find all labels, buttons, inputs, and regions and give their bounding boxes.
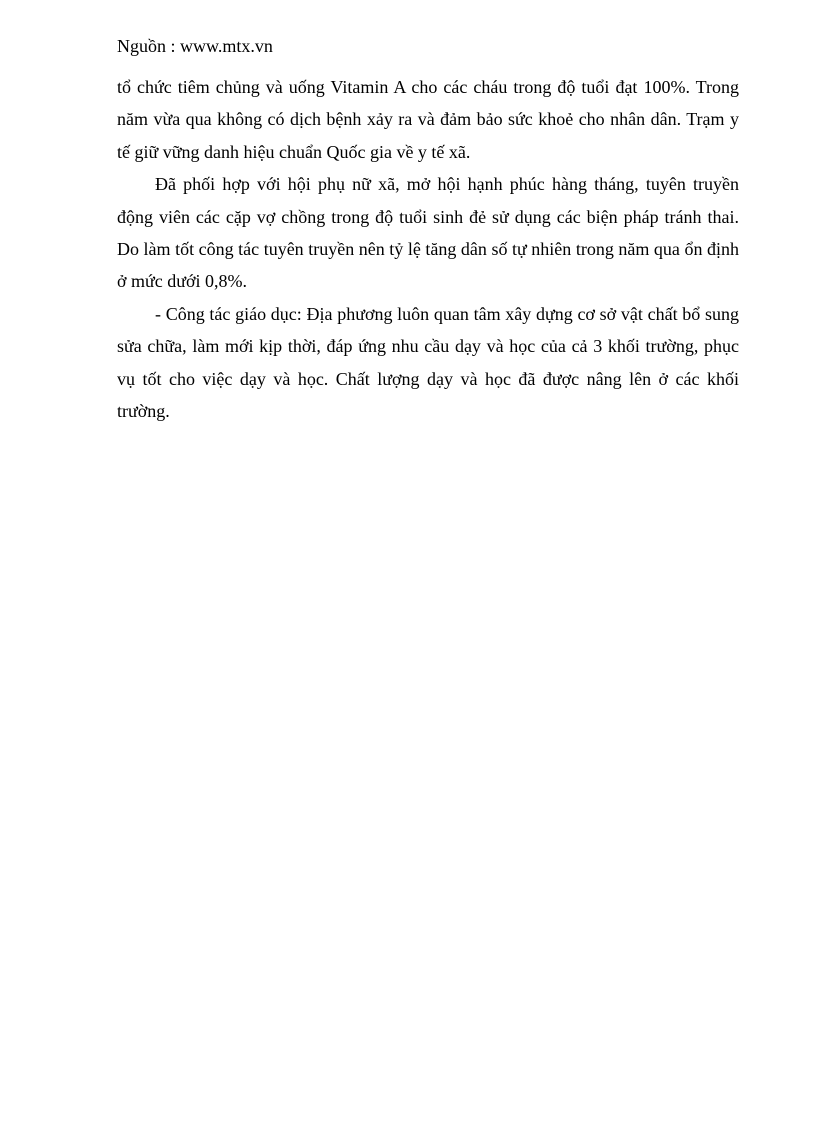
paragraph-population: Đã phối hợp với hội phụ nữ xã, mở hội hạnh phúc hàng tháng, tuyên truyền động viên các cặp vợ chồng trong độ tuổi sinh đẻ sử dụng các biện pháp tránh thai. Do làm tốt công tác tuyên truyền nên tỷ lệ tăng dân số tự nhiên trong năm qua ổn định ở mức dưới 0,8%. bbox=[117, 174, 739, 292]
document-body bbox=[117, 71, 739, 427]
paragraph-education: - Công tác giáo dục: Địa phương luôn quan tâm xây dựng cơ sở vật chất bổ sung sửa chữa, làm mới kịp thời, đáp ứng nhu cầu dạy và học của cả 3 khối trường, phục vụ tốt cho việc dạy và học. Chất lượng dạy và học đã được nâng lên ở các khối trường. bbox=[117, 303, 739, 422]
paragraph-health-continued: tổ chức tiêm chủng và uống Vitamin A cho các cháu trong độ tuổi đạt 100%. Trong năm vừa qua không có dịch bệnh xảy ra và đảm bảo sức khoẻ cho nhân dân. Trạm y tế giữ vững danh hiệu chuẩn Quốc gia về y tế xã. bbox=[117, 77, 739, 162]
source-header: Nguồn : www.mtx.vn bbox=[117, 36, 273, 56]
